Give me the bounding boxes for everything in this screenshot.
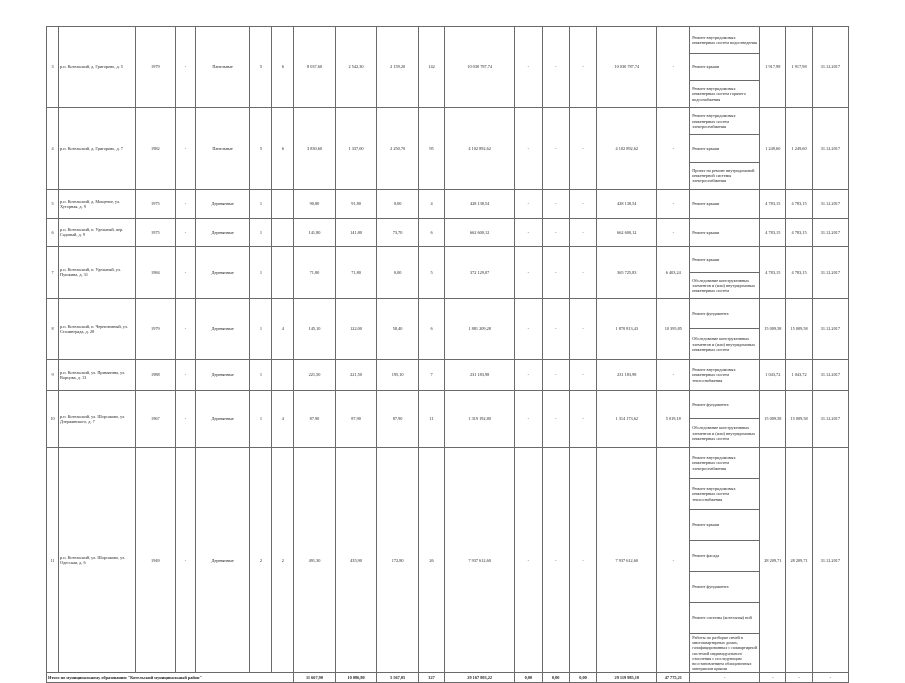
cell-dash: - [176,359,196,390]
cell-area-total: 8 037,60 [294,27,336,108]
cell-residents: 11 [418,390,444,447]
cell-entrances: 4 [272,298,294,359]
cell-area-own: 172,80 [377,447,419,672]
cell-work-type: Ремонт внутридомовых инженерных систем теплоснабжения [690,478,760,509]
cell-material: Деревянные [195,359,250,390]
cell-unit1: 1 249,60 [760,108,786,190]
cell-area-own: 2 250,70 [377,108,419,190]
cell-own: - [657,108,690,190]
cell-own: - [657,447,690,672]
cell-address: р.п. Котельский, д. Григорово, д. 5 [59,27,136,108]
cell-residents: 6 [418,218,444,246]
cell-entrances [272,189,294,218]
cell-work-type: Обследование конструктивных элементов и (или) внутридомовых инженерных систем [690,272,760,298]
cell-year: 1982 [135,108,175,190]
cell-area-total: 87,90 [294,390,336,447]
cell-residents: 142 [418,27,444,108]
cell-f3: - [569,189,596,218]
total-fund: 29 119 985,10 [597,673,657,683]
cell-dash: - [176,390,196,447]
cell-f2: - [542,447,569,672]
table-row [47,359,849,390]
cell-date: 31.12.2017 [812,108,848,190]
cell-unit2: 4 783,15 [786,246,812,298]
capital-repair-table [46,26,849,683]
cell-material: Панельные [195,27,250,108]
cell-residents: 5 [418,246,444,298]
cell-num: 8 [47,298,59,359]
cell-floors: 5 [250,108,272,190]
total-f1: 0,00 [515,673,542,683]
cell-num: 9 [47,359,59,390]
cell-work-type: Ремонт крыши [690,135,760,162]
cell-entrances: 4 [272,390,294,447]
cell-unit2: 15 009,58 [786,390,812,447]
cell-area-res: 87,90 [335,390,377,447]
cell-cost: 1 319 192,80 [445,390,515,447]
total-row [47,673,849,683]
cell-f1: - [515,189,542,218]
cell-work-type: Ремонт крыши [690,218,760,246]
cell-year: 1984 [135,246,175,298]
cell-fund: 10 030 787,74 [597,27,657,108]
cell-num: 4 [47,108,59,190]
cell-residents: 6 [418,298,444,359]
cell-unit1: 1 917,98 [760,27,786,108]
table-row [47,218,849,246]
cell-fund: 1 314 173,62 [597,390,657,447]
cell-unit1: 4 783,15 [760,218,786,246]
cell-floors: 1 [250,218,272,246]
cell-residents: 4 [418,189,444,218]
cell-area-total: 90,80 [294,189,336,218]
cell-year: 1979 [135,298,175,359]
cell-f3: - [569,27,596,108]
cell-dash: - [176,447,196,672]
cell-material: Панельные [195,108,250,190]
cell-area-res: 91,80 [335,189,377,218]
total-date: - [812,673,848,683]
cell-f1: - [515,390,542,447]
cell-dash: - [176,246,196,298]
cell-num: 3 [47,27,59,108]
cell-num: 6 [47,218,59,246]
cell-unit2: 28 209,71 [786,447,812,672]
cell-year: 1967 [135,390,175,447]
cell-cost: 662 600,12 [445,218,515,246]
cell-cost: 7 937 612,60 [445,447,515,672]
cell-own: - [657,27,690,108]
cell-entrances: 2 [272,447,294,672]
cell-area-res: 71,80 [335,246,377,298]
cell-f1: - [515,298,542,359]
cell-work-type: Ремонт фундамента [690,298,760,329]
table-row [47,447,849,478]
cell-floors: 1 [250,390,272,447]
cell-f1: - [515,218,542,246]
total-w: - [690,673,760,683]
total-area-total: 11 667,90 [294,673,336,683]
cell-f2: - [542,298,569,359]
cell-area-res: 1 337,00 [335,108,377,190]
table-row [47,108,849,135]
cell-year: 1988 [135,359,175,390]
cell-work-type: Работы по разборке печей в многоквартирных домах, газифицированных с поквартирной системой индивидуального отопления с последующим восстановлением облицовочных материалов крыши [690,633,760,672]
cell-address: р.п. Котельский, д. Григорово, д. 7 [59,108,136,190]
cell-area-res: 122,00 [335,298,377,359]
cell-floors: 1 [250,246,272,298]
cell-entrances [272,359,294,390]
cell-cost: 372 129,07 [445,246,515,298]
cell-f2: - [542,246,569,298]
cell-entrances: 6 [272,108,294,190]
cell-area-total: 145,10 [294,298,336,359]
cell-address: р.п. Котельский, п. Удельный, пер. Садовый, д. 9 [59,218,136,246]
cell-work-type: Ремонт крыши [690,246,760,272]
cell-area-own: 87,90 [377,390,419,447]
cell-area-total: 141,80 [294,218,336,246]
cell-address: р.п. Котельский, п. Удельный, ул. Пушкина, д. 31 [59,246,136,298]
cell-work-type: Ремонт фасада [690,540,760,571]
cell-num: 11 [47,447,59,672]
cell-floors: 5 [250,27,272,108]
cell-f2: - [542,27,569,108]
cell-dash: - [176,189,196,218]
cell-work-type: Ремонт внутридомовых инженерных систем теплоснабжения [690,359,760,390]
cell-residents: 95 [418,108,444,190]
cell-cost: 428 138,54 [445,189,515,218]
cell-f3: - [569,359,596,390]
cell-residents: 26 [418,447,444,672]
cell-fund: 7 937 612,60 [597,447,657,672]
cell-fund: 365 725,83 [597,246,657,298]
cell-work-type: Ремонт внутридомовых инженерных систем горячего водоснабжения [690,81,760,108]
cell-material: Деревянные [195,246,250,298]
cell-area-total: 221,50 [294,359,336,390]
cell-dash: - [176,108,196,190]
cell-unit2: 1 917,98 [786,27,812,108]
cell-f1: - [515,27,542,108]
cell-date: 31.12.2017 [812,27,848,108]
cell-f3: - [569,390,596,447]
cell-date: 31.12.2017 [812,447,848,672]
cell-unit1: 15 009,58 [760,298,786,359]
cell-work-type: Ремонт крыши [690,189,760,218]
cell-f3: - [569,447,596,672]
cell-f2: - [542,390,569,447]
total-residents: 327 [418,673,444,683]
cell-own: - [657,218,690,246]
cell-own: - [657,189,690,218]
cell-unit2: 1 043,72 [786,359,812,390]
cell-fund: 1 870 813,43 [597,298,657,359]
cell-material: Деревянные [195,390,250,447]
total-own: 47 775,21 [657,673,690,683]
cell-entrances [272,218,294,246]
cell-floors: 1 [250,189,272,218]
cell-work-type: Обследование конструктивных элементов и (или) внутридомовых инженерных систем [690,329,760,360]
cell-f2: - [542,189,569,218]
cell-f3: - [569,246,596,298]
cell-work-type: Ремонт крыши [690,509,760,540]
cell-unit2: 4 783,15 [786,189,812,218]
cell-work-type: Проект на ремонт внутридомовой инженерной системы электроснабжения [690,162,760,189]
cell-floors: 1 [250,359,272,390]
cell-address: р.п. Котельский, ул. Шорсаково, ул. Одесская, д. 6 [59,447,136,672]
cell-material: Деревянные [195,447,250,672]
cell-area-own: 58,40 [377,298,419,359]
cell-address: р.п. Котельский, д. Мощеное, ул. Хуторная, д. 9 [59,189,136,218]
cell-unit2: 4 783,15 [786,218,812,246]
cell-f1: - [515,447,542,672]
cell-year: 1949 [135,447,175,672]
total-unit1: - [760,673,786,683]
cell-own: - [657,359,690,390]
cell-area-res: 435,90 [335,447,377,672]
cell-date: 31.12.2017 [812,390,848,447]
cell-work-type: Ремонт фундамента [690,571,760,602]
cell-num: 10 [47,390,59,447]
cell-area-own: 0,00 [377,246,419,298]
cell-material: Деревянные [195,218,250,246]
cell-unit2: 15 009,58 [786,298,812,359]
cell-dash: - [176,218,196,246]
cell-fund: 662 600,12 [597,218,657,246]
cell-area-own: 73,70 [377,218,419,246]
cell-address: р.п. Котельский, ул. Шорсаково, ул. Дзержинского, д. 7 [59,390,136,447]
cell-area-res: 221,50 [335,359,377,390]
cell-unit1: 4 783,15 [760,246,786,298]
cell-area-total: 71,80 [294,246,336,298]
cell-f1: - [515,108,542,190]
cell-floors: 2 [250,447,272,672]
cell-own: 5 019,18 [657,390,690,447]
total-f2: 0,00 [542,673,569,683]
cell-area-total: 3 830,60 [294,108,336,190]
total-unit2: - [786,673,812,683]
cell-fund: 428 138,54 [597,189,657,218]
cell-area-res: 2 542,30 [335,27,377,108]
total-f3: 0,00 [569,673,596,683]
cell-work-type: Ремонт фундамента [690,390,760,419]
cell-material: Деревянные [195,298,250,359]
total-label: Итого по муниципальному образованию "Котельский муниципальный район" [47,673,294,683]
cell-f1: - [515,246,542,298]
table-row [47,27,849,54]
cell-address: р.п. Котельский, ул. Примятина, ул. Ворцова, д. 13 [59,359,136,390]
cell-floors: 1 [250,298,272,359]
cell-unit1: 4 783,15 [760,189,786,218]
cell-num: 5 [47,189,59,218]
total-area-res: 10 086,80 [335,673,377,683]
cell-area-total: 491,30 [294,447,336,672]
cell-f3: - [569,108,596,190]
cell-year: 1979 [135,27,175,108]
cell-f3: - [569,218,596,246]
cell-area-own: 0,00 [377,189,419,218]
cell-f1: - [515,359,542,390]
cell-area-own: 2 159,20 [377,27,419,108]
cell-work-type: Ремонт крыши [690,54,760,81]
cell-f2: - [542,359,569,390]
cell-date: 31.12.2017 [812,359,848,390]
cell-material: Деревянные [195,189,250,218]
total-cost: 29 167 803,22 [445,673,515,683]
cell-work-type: Обследование конструктивных элементов и (или) внутридомовых инженерных систем [690,419,760,448]
cell-num: 7 [47,246,59,298]
cell-date: 31.12.2017 [812,218,848,246]
cell-dash: - [176,298,196,359]
cell-fund: 4 102 892,62 [597,108,657,190]
cell-entrances [272,246,294,298]
cell-dash: - [176,27,196,108]
cell-residents: 7 [418,359,444,390]
table-row [47,189,849,218]
cell-address: р.п. Котельский, п. Черноземный, ул. Сталинграда, д. 28 [59,298,136,359]
cell-date: 31.12.2017 [812,246,848,298]
cell-work-type: Ремонт внутридомовых инженерных систем водоотведения [690,27,760,54]
cell-area-own: 195,10 [377,359,419,390]
cell-date: 31.12.2017 [812,189,848,218]
cell-year: 1975 [135,189,175,218]
cell-unit1: 1 043,72 [760,359,786,390]
cell-unit2: 1 249,60 [786,108,812,190]
cell-work-type: Ремонт внутридомовых инженерных систем электроснабжения [690,108,760,135]
total-area-own: 5 567,05 [377,673,419,683]
cell-area-res: 141,80 [335,218,377,246]
cell-unit1: 15 009,58 [760,390,786,447]
cell-f3: - [569,298,596,359]
cell-f2: - [542,108,569,190]
cell-work-type: Ремонт системы (котельная) ной [690,602,760,633]
cell-own: 10 395,85 [657,298,690,359]
cell-cost: 10 030 787,74 [445,27,515,108]
cell-fund: 231 183,98 [597,359,657,390]
cell-cost: 1 881 209,28 [445,298,515,359]
cell-date: 31.12.2017 [812,298,848,359]
cell-own: 6 403,24 [657,246,690,298]
cell-work-type: Ремонт внутридомовых инженерных систем электроснабжения [690,447,760,478]
table-row [47,298,849,329]
cell-cost: 4 102 892,62 [445,108,515,190]
cell-unit1: 28 209,71 [760,447,786,672]
cell-entrances: 6 [272,27,294,108]
cell-year: 1975 [135,218,175,246]
table-row [47,246,849,272]
cell-cost: 231 183,98 [445,359,515,390]
table-row [47,390,849,419]
cell-f2: - [542,218,569,246]
